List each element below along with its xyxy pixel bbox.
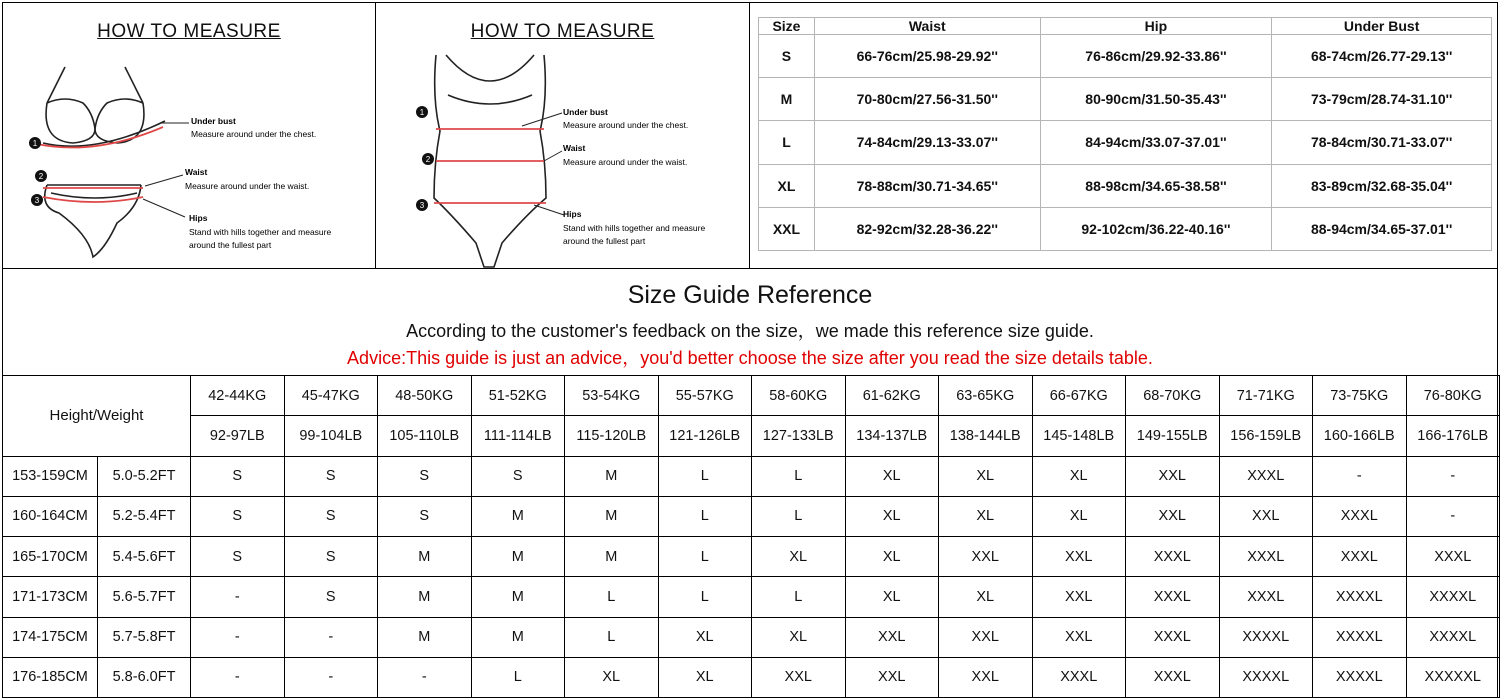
marker-3: 3: [419, 201, 425, 210]
size-label-cell: L: [759, 121, 815, 164]
marker-1: 1: [32, 139, 38, 148]
size-cell: S: [191, 537, 285, 577]
size-cell: M: [471, 537, 565, 577]
lb-header-cell: 149-155LB: [1126, 416, 1220, 456]
size-cell: XXL: [1032, 537, 1126, 577]
size-cell: S: [284, 496, 378, 536]
hips-desc-line2: around the fullest part: [563, 236, 646, 246]
swimsuit-diagram: [376, 3, 749, 268]
measurement-cell: 68-74cm/26.77-29.13'': [1272, 35, 1492, 78]
lb-header-cell: 134-137LB: [845, 416, 939, 456]
kg-header-row: [3, 376, 1500, 416]
bikini-measure-panel: [2, 2, 376, 269]
under-bust-desc: Measure around under the chest.: [191, 129, 317, 139]
lb-header-cell: 92-97LB: [191, 416, 285, 456]
height-ft-cell: 5.2-5.4FT: [98, 496, 191, 536]
height-cm-cell: 171-173CM: [3, 577, 98, 617]
measurement-cell: 80-90cm/31.50-35.43'': [1040, 78, 1272, 121]
lb-header-cell: 156-159LB: [1219, 416, 1313, 456]
size-cell: -: [191, 577, 285, 617]
size-cell: XXL: [1126, 456, 1220, 496]
bikini-diagram: [3, 3, 375, 268]
guide-subtitle: According to the customer's feedback on the size，we made this reference size guide.: [406, 321, 1094, 341]
lb-header-cell: 121-126LB: [658, 416, 752, 456]
size-cell: S: [378, 496, 472, 536]
size-cell: -: [191, 657, 285, 697]
size-cell: M: [565, 456, 659, 496]
size-cell: XXXXXL: [1406, 657, 1500, 697]
size-cell: L: [565, 617, 659, 657]
size-cell: S: [284, 537, 378, 577]
size-cell: XXXXL: [1219, 657, 1313, 697]
height-ft-cell: 5.4-5.6FT: [98, 537, 191, 577]
size-table-header-cell: Hip: [1040, 18, 1272, 35]
marker-2: 2: [38, 172, 44, 181]
kg-header-cell: 66-67KG: [1032, 376, 1126, 416]
hips-desc-line1: Stand with hills together and measure: [189, 227, 332, 237]
size-cell: M: [471, 617, 565, 657]
size-cell: XL: [1032, 496, 1126, 536]
size-cell: XXXL: [1032, 657, 1126, 697]
size-label-cell: XXL: [759, 207, 815, 250]
under-bust-desc: Measure around under the chest.: [563, 120, 689, 130]
size-cell: XXXXL: [1313, 577, 1407, 617]
size-cell: L: [471, 657, 565, 697]
table-row: [3, 537, 1500, 577]
size-cell: XL: [658, 617, 752, 657]
size-cell: XXXXL: [1219, 617, 1313, 657]
size-cell: L: [658, 537, 752, 577]
kg-header-cell: 48-50KG: [378, 376, 472, 416]
kg-header-cell: 71-71KG: [1219, 376, 1313, 416]
size-cell: XL: [752, 617, 846, 657]
kg-header-cell: 42-44KG: [191, 376, 285, 416]
measurement-cell: 74-84cm/29.13-33.07'': [814, 121, 1040, 164]
size-cell: XXXXL: [1313, 657, 1407, 697]
height-weight-table: [2, 375, 1500, 698]
swimsuit-measure-panel: [375, 2, 750, 269]
size-cell: XXL: [939, 537, 1033, 577]
size-cell: XXXXL: [1313, 617, 1407, 657]
size-cell: XXXL: [1126, 537, 1220, 577]
size-cell: XXXL: [1313, 537, 1407, 577]
measurement-cell: 88-94cm/34.65-37.01'': [1272, 207, 1492, 250]
size-cell: XL: [658, 657, 752, 697]
table-row: [3, 456, 1500, 496]
lb-header-cell: 160-166LB: [1313, 416, 1407, 456]
size-cell: XXL: [1126, 496, 1220, 536]
size-cell: L: [565, 577, 659, 617]
size-cell: XXXL: [1406, 537, 1500, 577]
size-cell: -: [284, 617, 378, 657]
under-bust-label: Under bust: [563, 107, 608, 117]
size-cell: -: [1406, 496, 1500, 536]
hips-label: Hips: [189, 213, 208, 223]
measurement-cell: 83-89cm/32.68-35.04'': [1272, 164, 1492, 207]
kg-header-cell: 61-62KG: [845, 376, 939, 416]
size-table-header-cell: Under Bust: [1272, 18, 1492, 35]
kg-header-cell: 58-60KG: [752, 376, 846, 416]
size-cell: XXXL: [1126, 577, 1220, 617]
kg-header-cell: 53-54KG: [565, 376, 659, 416]
measurement-cell: 78-88cm/30.71-34.65'': [814, 164, 1040, 207]
size-cell: L: [658, 496, 752, 536]
marker-3: 3: [34, 196, 40, 205]
size-cell: -: [284, 657, 378, 697]
waist-desc: Measure around under the waist.: [563, 157, 688, 167]
under-bust-label: Under bust: [191, 116, 236, 126]
lb-header-cell: 105-110LB: [378, 416, 472, 456]
measurement-cell: 92-102cm/36.22-40.16'': [1040, 207, 1272, 250]
lb-header-row: [3, 416, 1500, 456]
size-label-cell: S: [759, 35, 815, 78]
size-cell: S: [191, 496, 285, 536]
height-cm-cell: 174-175CM: [3, 617, 98, 657]
hips-desc-line1: Stand with hills together and measure: [563, 223, 706, 233]
marker-1: 1: [419, 108, 425, 117]
size-table-header-cell: Size: [759, 18, 815, 35]
size-cell: XXXL: [1126, 617, 1220, 657]
size-cell: S: [378, 456, 472, 496]
table-row: [759, 35, 1492, 78]
table-row: [3, 496, 1500, 536]
table-row: [3, 617, 1500, 657]
size-cell: XL: [939, 496, 1033, 536]
size-cell: L: [658, 456, 752, 496]
measurement-cell: 70-80cm/27.56-31.50'': [814, 78, 1040, 121]
size-label-cell: M: [759, 78, 815, 121]
lb-header-cell: 99-104LB: [284, 416, 378, 456]
lb-header-cell: 145-148LB: [1032, 416, 1126, 456]
size-cell: XXL: [845, 657, 939, 697]
size-cell: XXL: [1032, 577, 1126, 617]
table-row: [3, 657, 1500, 697]
height-cm-cell: 165-170CM: [3, 537, 98, 577]
size-cell: M: [471, 577, 565, 617]
kg-header-cell: 51-52KG: [471, 376, 565, 416]
lb-header-cell: 111-114LB: [471, 416, 565, 456]
height-cm-cell: 153-159CM: [3, 456, 98, 496]
kg-header-cell: 73-75KG: [1313, 376, 1407, 416]
size-cell: XXXXL: [1406, 617, 1500, 657]
height-weight-header: Height/Weight: [3, 376, 191, 457]
size-cell: S: [284, 456, 378, 496]
size-cell: M: [378, 617, 472, 657]
size-cell: L: [752, 496, 846, 536]
size-cell: XXL: [1219, 496, 1313, 536]
lb-header-cell: 127-133LB: [752, 416, 846, 456]
height-ft-cell: 5.8-6.0FT: [98, 657, 191, 697]
size-cell: XXXL: [1313, 496, 1407, 536]
size-table-body: [759, 35, 1492, 251]
marker-2: 2: [425, 155, 431, 164]
size-cell: XXL: [752, 657, 846, 697]
table-row: [759, 78, 1492, 121]
size-cell: XXL: [939, 657, 1033, 697]
size-guide-panel: [2, 268, 1498, 698]
height-ft-cell: 5.0-5.2FT: [98, 456, 191, 496]
height-weight-table-body: [3, 376, 1500, 698]
size-cell: -: [378, 657, 472, 697]
table-row: [759, 164, 1492, 207]
size-cell: S: [284, 577, 378, 617]
size-cell: XXXL: [1219, 577, 1313, 617]
size-cell: XXL: [939, 617, 1033, 657]
lb-header-cell: 138-144LB: [939, 416, 1033, 456]
measurement-cell: 73-79cm/28.74-31.10'': [1272, 78, 1492, 121]
table-row: [759, 207, 1492, 250]
size-cell: XL: [752, 537, 846, 577]
size-cell: L: [752, 577, 846, 617]
size-cell: XL: [845, 456, 939, 496]
kg-header-cell: 63-65KG: [939, 376, 1033, 416]
height-cm-cell: 176-185CM: [3, 657, 98, 697]
size-cell: L: [658, 577, 752, 617]
size-cell: -: [191, 617, 285, 657]
size-table-header: [759, 18, 1492, 35]
size-cell: S: [471, 456, 565, 496]
guide-title: Size Guide Reference: [627, 281, 873, 309]
size-measurement-table: [758, 17, 1492, 251]
measurement-cell: 78-84cm/30.71-33.07'': [1272, 121, 1492, 164]
measurement-cell: 88-98cm/34.65-38.58'': [1040, 164, 1272, 207]
kg-header-cell: 55-57KG: [658, 376, 752, 416]
height-ft-cell: 5.7-5.8FT: [98, 617, 191, 657]
measurement-cell: 84-94cm/33.07-37.01'': [1040, 121, 1272, 164]
size-cell: -: [1313, 456, 1407, 496]
size-cell: M: [565, 496, 659, 536]
kg-header-cell: 76-80KG: [1406, 376, 1500, 416]
size-cell: M: [378, 577, 472, 617]
size-chart-panel: [749, 2, 1498, 269]
how-to-measure-title: HOW TO MEASURE: [97, 21, 281, 42]
size-cell: M: [565, 537, 659, 577]
size-cell: XL: [1032, 456, 1126, 496]
measurement-cell: 82-92cm/32.28-36.22'': [814, 207, 1040, 250]
size-cell: XXL: [845, 617, 939, 657]
measurement-cell: 76-86cm/29.92-33.86'': [1040, 35, 1272, 78]
height-ft-cell: 5.6-5.7FT: [98, 577, 191, 617]
measurement-cell: 66-76cm/25.98-29.92'': [814, 35, 1040, 78]
size-cell: XXXL: [1126, 657, 1220, 697]
height-cm-cell: 160-164CM: [3, 496, 98, 536]
waist-label: Waist: [563, 143, 586, 153]
size-cell: M: [471, 496, 565, 536]
size-cell: L: [752, 456, 846, 496]
size-label-cell: XL: [759, 164, 815, 207]
size-cell: S: [191, 456, 285, 496]
size-cell: XXXL: [1219, 537, 1313, 577]
size-table-header-cell: Waist: [814, 18, 1040, 35]
size-cell: XXXL: [1219, 456, 1313, 496]
hips-label: Hips: [563, 209, 582, 219]
lb-header-cell: 115-120LB: [565, 416, 659, 456]
hips-desc-line2: around the fullest part: [189, 240, 272, 250]
size-cell: M: [378, 537, 472, 577]
waist-label: Waist: [185, 167, 208, 177]
size-cell: XL: [939, 456, 1033, 496]
size-cell: XL: [845, 577, 939, 617]
guide-advice: Advice:This guide is just an advice，you'd better choose the size after you read the size details table.: [347, 348, 1153, 368]
lb-header-cell: 166-176LB: [1406, 416, 1500, 456]
kg-header-cell: 45-47KG: [284, 376, 378, 416]
size-cell: XL: [565, 657, 659, 697]
table-row: [3, 577, 1500, 617]
waist-desc: Measure around under the waist.: [185, 181, 310, 191]
how-to-measure-title: HOW TO MEASURE: [470, 21, 655, 42]
kg-header-cell: 68-70KG: [1126, 376, 1220, 416]
size-cell: XL: [845, 537, 939, 577]
size-table-header-row: [759, 18, 1492, 35]
size-cell: XL: [939, 577, 1033, 617]
size-cell: XXL: [1032, 617, 1126, 657]
size-cell: XXXXL: [1406, 577, 1500, 617]
size-cell: XL: [845, 496, 939, 536]
table-row: [759, 121, 1492, 164]
size-cell: -: [1406, 456, 1500, 496]
